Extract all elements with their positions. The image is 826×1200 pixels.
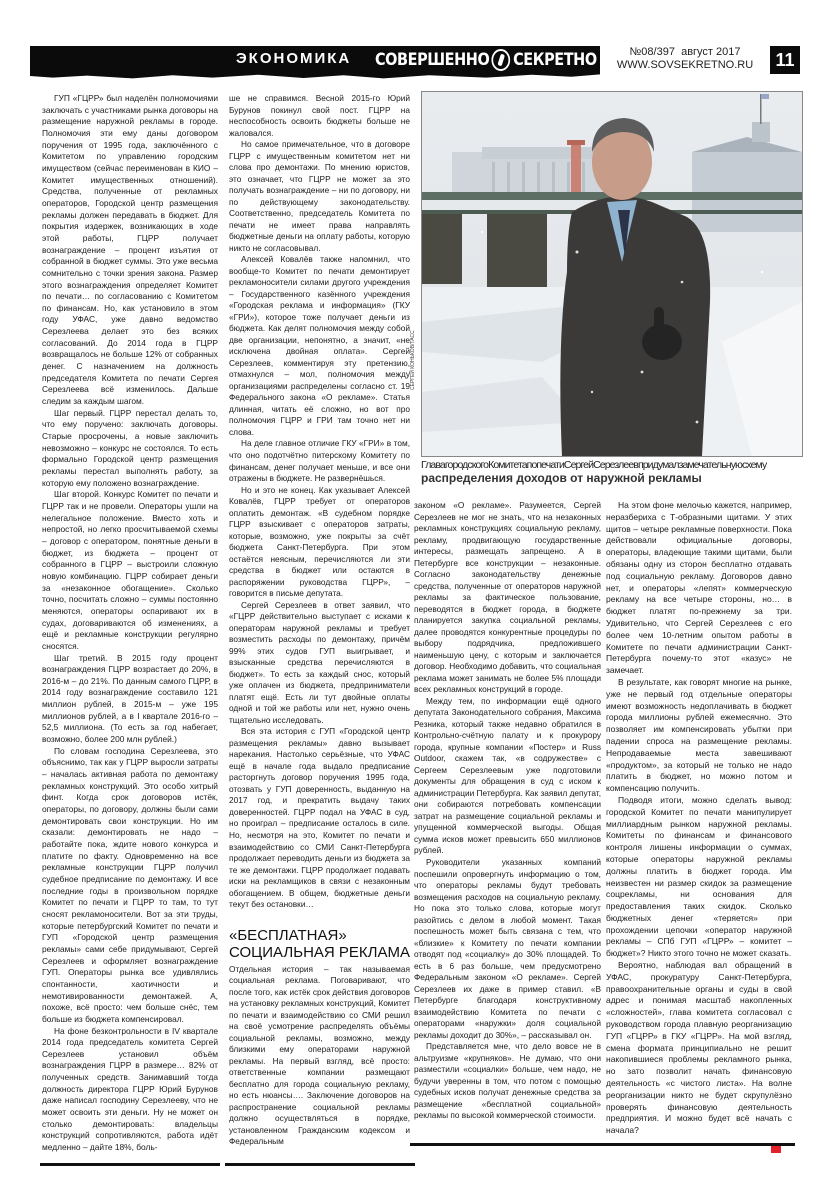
paragraph: Отдельная история – так называемая социальная реклама. Поговаривают, что после того, как истёк срок действия договоров на установку рекламных конструкций, Комитет по печати и взаимодействию со СМИ решил на своё усмотрение распределять объёмы социальной рекламы, возможно, между близкими ему операторами наружной рекламы. На первый взгляд, всё просто: ответственные компании размещают бесплатно для города социальную рекламу, но есть нюансы…. Заключение договоров на распространение социальной рекламы должно осуществляться в порядке, установленном Гражданским кодексом и Федеральным xyxy=(229,963,410,1147)
article-column-4 xyxy=(606,500,792,1137)
photo-man-on-embankment xyxy=(422,92,802,456)
photo-credit: СЕРГЕЙ КОНЬКОВ/ТАСС xyxy=(410,330,416,390)
paragraph: В результате, как говорят многие на рынке, уже не первый год отдельные операторы имеют возможность недоплачивать в бюджет города миллионы рублей ежемесячно. Это позволяет им компенсировать убытки при падении спроса на размещение рекламы. Непродаваемые места завешивают «продуктом», за который не только не надо платить в бюджет, но можно потом и компенсацию получить. xyxy=(606,676,792,794)
paragraph: Шаг второй. Конкурс Комитет по печати и ГЦРР так и не провели. Операторы ушли на нелегальное положение. Вместо хоть и непростой, но легко просчитываемой схемы – договор с оператором, понятные деньги в бюджет, из бюджета – процент от собранного в ГЦРР – выстроили сложную новую комбинацию. ГЦРР собирает деньги за «незаконное обогащение». Сколько точно, посчитать сложно – суммы постоянно меняются, операторы оспаривают их в судах, договариваются об изменениях, а ещё и рекламные конструкции регулярно сносятся. xyxy=(42,489,218,651)
article-column-1 xyxy=(42,93,218,1154)
paragraph: Но самое примечательное, что в договоре ГЦРР с имущественным комитетом нет ни слова про демонтажи. По мнению юристов, это означает, что ГЦРР не может за это получать вознаграждение – ни по договору, ни по действующему законодательству. Соответственно, председатель Комитета по печати не имеет права направлять бюджетные деньги на оплату работы, которую никто не согласовывал. xyxy=(229,139,410,253)
issue-number: №08/397 xyxy=(629,46,675,58)
article-column-2 xyxy=(229,93,410,1148)
paragraph: Представляется мне, что дело вовсе не в альтруизме «крупняков». Не думаю, что они разместили «социалки» больше, чем надо, не будучи уверенны в том, что потом с помощью судебных исков получат денежные средства за размещение «бесплатной социальной» рекламы по высокой коммерческой стоимости. xyxy=(414,1041,601,1121)
paragraph: ГУП «ГЦРР» был наделён полномочиями заключать с участниками рынка договоры на размещение наружной рекламы в городе. Полномочия эти ему даны договором поручения от 1995 года, заключённого с Комитетом по управлению городским имуществом (сейчас переименован в КИО – Комитет имущественных отношений). Средства, полученные от рекламных операторов, Городской центр размещения рекламы должен передавать в бюджет. Для покрытия издержек, возникающих в ходе этой работы, ГЦРР получает вознаграждение – процент изъятия от собранной в бюджет суммы. Это уже весьма сомнительно с точки зрения закона. Размер этого вознаграждения определяет Комитет по печати… по согласованию с Комитетом по финансам. Но, как установило в этом году УФАС, уже давно ведомство Серезлеева делает это без всяких согласований. До 2014 года в ГЦРР возвращалось не больше 12% от собранных денег. С назначением на должность председателя Комитета по печати Сергея Серезлеева всё изменилось. Дальше следим за каждым шагом. xyxy=(42,93,218,407)
issue-line xyxy=(605,46,765,59)
page-number: 11 xyxy=(770,46,800,74)
bottom-rule xyxy=(410,1143,610,1146)
paragraph: Подводя итоги, можно сделать вывод: городской Комитет по печати манипулирует миллиардным рынком наружной рекламы. Комитеты по финансам и финансового контроля лишены информации о суммах, которые операторы наружной рекламы должны платить в бюджет города. Им неизвестен ни размер скидок за размещение соцрекламы, ни основания для предоставления таких скидок. Сколько бюджетных денег «теряется» при прохождении цепочки «оператор наружной рекламы – СПб ГУП «ГЦРР» – комитет – бюджет»? Никто этого точно не может сказать. xyxy=(606,794,792,959)
website: WWW.SOVSEKRETNO.RU xyxy=(616,59,754,71)
bottom-rule xyxy=(600,1143,795,1146)
bottom-rule xyxy=(40,1163,220,1166)
paragraph-continued: законом «О рекламе». Разумеется, Сергей Серезлеев не мог не знать, что на незаконных рекламных конструкциях социальную рекламу, рекламу, продвигающую государственные интересы, размещать запрещено. А в Петербурге все конструкции – незаконные. Согласно законодательству денежные средства, полученные от операторов наружной рекламы за фактическое пользование, переводятся в бюджет города, в бюджете планируется закупка социальной рекламы, далее проводятся конкурентные процедуры по выбору подрядчика, предложившего наименьшую цену, с которым и заключается договор. Необходимо добавить, что социальная реклама может занимать не более 5% площади всех рекламных конструкций в городе. xyxy=(414,500,601,695)
paragraph: На фоне безконтрольности в IV квартале 2014 года председатель комитета Сергей Серезлеев установил объём вознаграждения ГЦРР в размере… 82% от полученных средств. Занимавший тогда должность директора ГЦРР Юрий Бурунов даже написал господину Серезлееву, что не может освоить эти деньги. Ну не может он столько демонтировать: владельцы конструкций сопротивляются, работа идёт медленно – дайте 18%, боль- xyxy=(42,1025,218,1153)
section-label: ЭКОНОМИКА xyxy=(236,50,352,67)
subheading: «БЕСПЛАТНАЯ» СОЦИАЛЬНАЯ РЕКЛАМА xyxy=(229,926,411,961)
caption-line-1: ГлавагородскогоКомитетапопечатиСергейСерезлеевпридумалзамечательнуюсхему xyxy=(421,459,767,471)
issue-info xyxy=(605,46,765,76)
article-photo xyxy=(421,91,803,457)
paragraph: На этом фоне мелочью кажется, например, неразбериха с Т-образными щитами. У этих щитов – четыре рекламные поверхности. Пока действовали официальные договоры, операторы, владеющие такими щитами, были обязаны одну из сторон бесплатно отдавать под социальную рекламу. Договоров давно нет, и операторы «лепят» коммерческую рекламу на все четыре стороны, но… в бюджет платят по-прежнему за три. Удивительно, что Сергей Серезлеев с его более чем 10-летним опытом работы в Комитете по печати администрации Санкт-Петербурга почему-то этот «казус» не замечает. xyxy=(606,500,792,676)
issue-date: август 2017 xyxy=(681,46,741,58)
paragraph: Шаг первый. ГЦРР перестал делать то, что ему поручено: заключать договоры. Старые просрочены, а новые заключить невозможно – конкурс не состоялся. То есть формально Городской центр размещения рекламы перестал выполнять работу, за которую ему положено вознаграждение. xyxy=(42,407,218,488)
page-header xyxy=(30,46,800,76)
paragraph: Шаг третий. В 2015 году процент вознаграждения ГЦРР возрастает до 20%, в 2016-м – до 21%. По данным самого ГЦРР, в 2014 году вознаграждение составило 121 миллион рублей, в 2015-м – уже 195 миллионов рублей, а в I квартале 2016-го – 52,5 миллиона. (То есть за год набегает, возможно, более 200 млн рублей.) xyxy=(42,652,218,745)
masthead-logo xyxy=(375,49,597,71)
logo-emblem-icon xyxy=(492,49,511,71)
logo-text-right: СЕКРЕТНО xyxy=(513,50,597,70)
caption-line-2: распределения доходов от наружной рекламы xyxy=(421,471,702,485)
paragraph: Вся эта история с ГУП «Городской центр размещения рекламы» давно вызывает нарекания. Настолько серьёзные, что УФАС ещё в начале года выдало предписание расторгнуть договор поручения 1995 года, отозвать у ГУП доверенность, выданную на 2017 год, и прекратить выдачу таких доверенностей. ГЦРР подал на УФАС в суд, но проиграл – предписание осталось в силе. Но, несмотря на это, Комитет по печати и взаимодействию со СМИ Санкт-Петербурга продолжает переводить деньги из бюджета за те же демонтажи. ГЦРР продолжает подавать иски на рекламщиков в связи с незаконным обогащением. В общем, бюджетные деньги текут без остановки… xyxy=(229,726,410,910)
bottom-rule xyxy=(225,1163,415,1166)
paragraph: На деле главное отличие ГКУ «ГРИ» в том, что оно подотчётно питерскому Комитету по финансам, денег получает меньше, и все они отражены в бюджете. Не развернёшься. xyxy=(229,438,410,484)
paragraph: Алексей Ковалёв также напомнил, что вообще-то Комитет по печати демонтирует рекламоносители силами другого учреждения – Государственного казённого учреждения «Городская реклама и информация» (ГКУ «ГРИ»), которое тоже получает деньги из бюджета. Как делят полномочия между собой две организации, непонятно, а значит, «не исключена двойная оплата». Сергей Серезлеев, комментируя эту претензию, отмахнулся – мол, полномочия между организациями распределены согласно ст. 19 Федерального закона «О рекламе». Статья длинная, читать её сложно, но вот про полномочия ГЦРР и ГРИ там точно нет ни слова. xyxy=(229,254,410,437)
photo-caption xyxy=(421,459,806,485)
paragraph: По словам господина Серезлеева, это объяснимо, так как у ГЦРР выросли затраты – началась активная работа по демонтажу рекламных конструкций. Это особо хитрый финт. Когда срок договоров истёк, операторы, по договору, должны были сами демонтировать свои конструкции. Но им сказали: демонтировать не надо – работайте пока, ждите нового конкурса и платите по факту. Одновременно на все рекламные конструкции ГЦРР получил судебное предписание по демонтажу. И все последние годы в произвольном порядке Комитет по печати и ГЦРР то там, то тут сносят рекламоносители. Вот за эти труды, которые петербургский Комитет по печати и ГУП «Городской центр размещения рекламы» сами себе придумывают, Сергей Серезлеев и оформляет вознаграждение ГУП. Операторы рынка все удивлялись спонтанности, хаотичности и немотивированности демонтажей. А, похоже, всё просто: чем больше снёс, тем больше из бюджета компенсировал. xyxy=(42,745,218,1024)
paragraph-continued: ше не справимся. Весной 2015-го Юрий Бурунов покинул свой пост. ГЦРР на неспособность освоить бюджеты больше не жаловался. xyxy=(229,93,410,138)
paragraph: Руководители указанных компаний поспешили опровергнуть информацию о том, что операторы рекламы будут требовать возмещения расходов на социальную рекламу. Но пока это только слова, которые могут разойтись с делом в любой момент. Такая поспешность может быть связана с тем, что «близкие» к Комитету по печати компании отводят под «социалку» до 30% площадей. То есть в 6 раз больше, чем предусмотрено Федеральным законом «О рекламе». Сергей Серезлеев их даже в пример ставил. «В Петербурге благодаря конструктивному взаимодействию Комитета по печати с операторами «наружки» доля социальной рекламы доходит до 30%», – рассказывал он. xyxy=(414,856,601,1040)
paragraph: Но и это не конец. Как указывает Алексей Ковалёв, ГЦРР требует от операторов оплатить демонтаж. «В судебном порядке ГЦРР взыскивает с операторов затраты, которые, возможно, уже покрыты за счёт бюджета Санкт-Петербурга. При этом остаётся неясным, перечисляются ли эти средства в бюджет или остаются в распоряжении руководства ГЦРР», – говорится в письме депутата. xyxy=(229,484,410,599)
header-torn-edge xyxy=(30,72,600,80)
paragraph: Между тем, по информации ещё одного депутата Законодательного собрания, Максима Резника, который также недавно обратился в Контрольно-счётную палату и к прокурору города, крупные компании «Постер» и Russ Outdoor, скажем так, «в содружестве» с Сергеем Серезлеевым уже подготовили документы для обращения в суд с иском к администрации Петербурга. Как заявил депутат, они собираются потребовать компенсации затрат на размещение социальной рекламы и упущенной коммерческой выгоды. Общая сумма исков может превысить 650 миллионов рублей. xyxy=(414,695,601,856)
paragraph: Вероятно, наблюдая вал обращений в УФАС, прокуратуру Санкт-Петербурга, правоохранительные органы и суды в свой адрес и понимая масштаб накопленных «сложностей», глава комитета согласовал с руководством города плавную реорганизацию ГУП «ГЦРР» в ГКУ «ГЦРР». На мой взгляд, смена формата принципиально не решит накопившиеся проблемы рекламного рынка, но зато позволит начать финансовую деятельность «с чистого листа». На волне реорганизации никто не будет скрупулёзно проверять финансовую деятельность предприятия. И можно будет всё начать с начала? xyxy=(606,960,792,1136)
article-column-3 xyxy=(414,500,601,1122)
logo-text-left: СОВЕРШЕННО xyxy=(375,50,490,70)
paragraph: Сергей Серезлеев в ответ заявил, что «ГЦРР действительно выступает с исками к операторам наружной рекламы и требует возместить расходы по демонтажу, причём 99% этих судов ГУП выигрывает, и взысканные средства перечисляются в бюджет». То есть за каждый снос, который уже оплачен из бюджета, предприниматели платят ещё. Есть ли тут двойные оплаты одной и той же работы или нет, нужно очень тщательно исследовать. xyxy=(229,599,410,725)
